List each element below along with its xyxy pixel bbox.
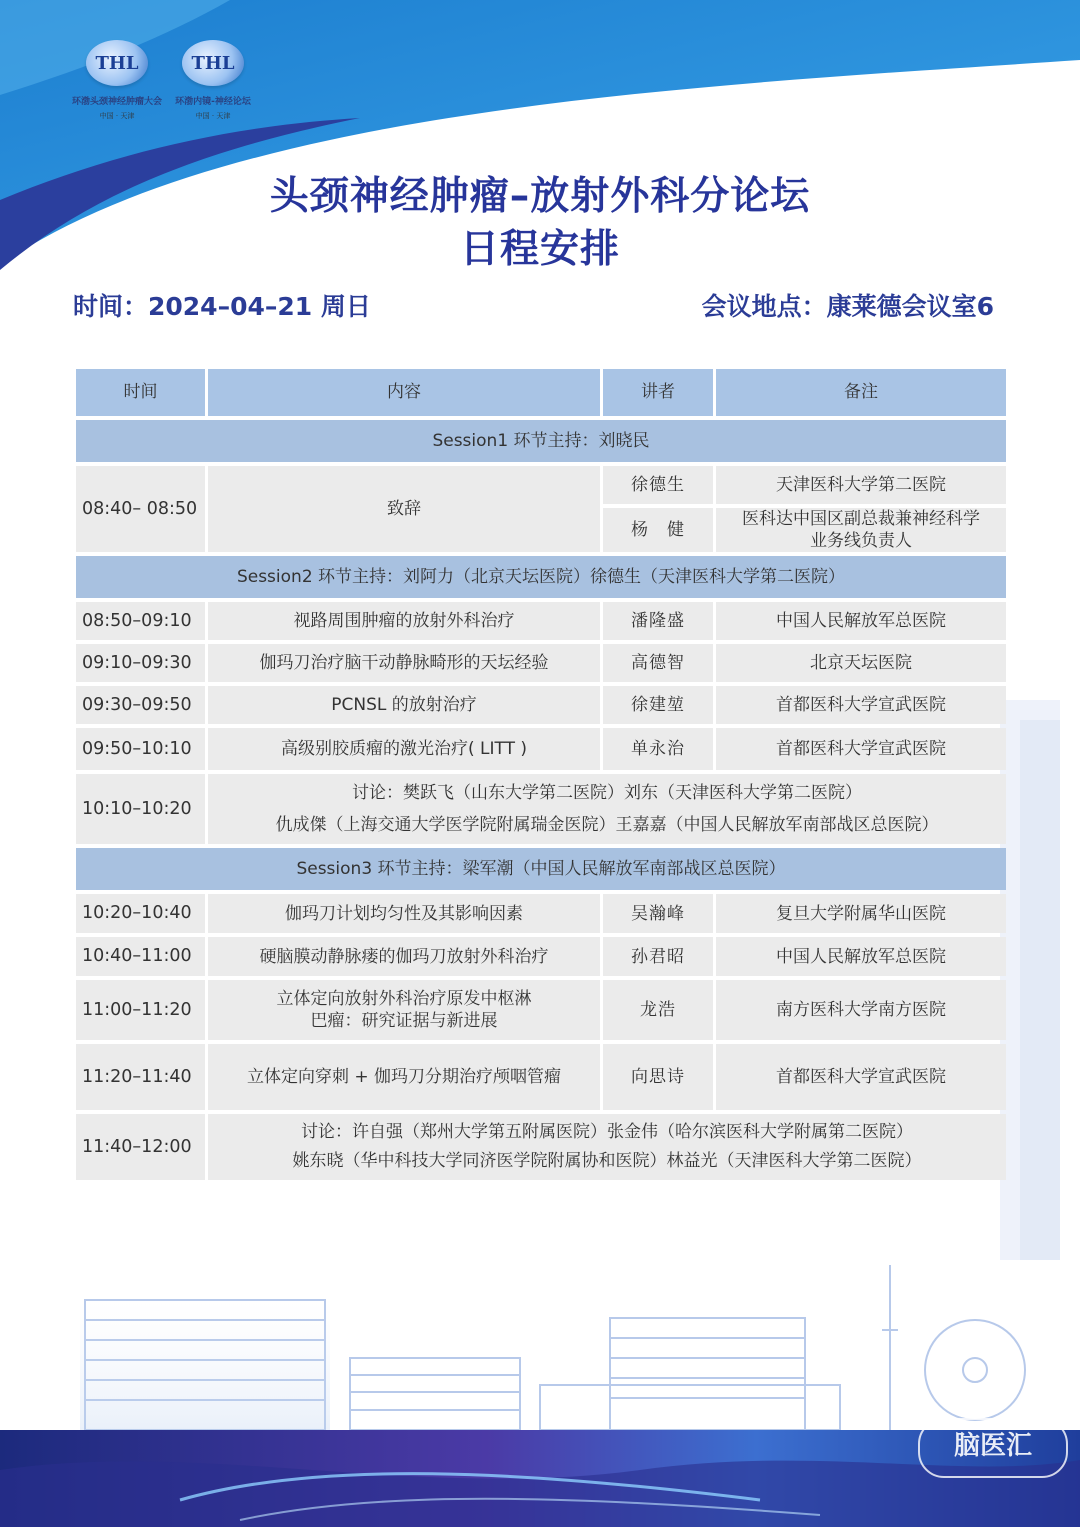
discussion-cell <box>208 1114 1006 1180</box>
table-row <box>76 1044 1006 1110</box>
speaker-cell: 高德智 <box>603 644 713 682</box>
table-header-row <box>76 369 1006 416</box>
time-cell: 09:30–09:50 <box>76 686 205 724</box>
note-cell: 北京天坛医院 <box>716 644 1006 682</box>
time-cell: 11:40–12:00 <box>76 1114 205 1180</box>
discussion-row <box>76 774 1006 844</box>
header-notes: 备注 <box>716 369 1006 416</box>
note-cell: 首都医科大学宣武医院 <box>716 1044 1006 1110</box>
logo-place: 中国 · 天津 <box>99 112 135 120</box>
thl-logo-mark: THL <box>182 40 244 86</box>
discussion-row <box>76 1114 1006 1180</box>
discussion-line: 讨论：许自强（郑州大学第五附属医院）张金伟（哈尔滨医科大学附属第二医院） <box>301 1122 913 1143</box>
session2-title: Session2 环节主持：刘阿力（北京天坛医院）徐德生（天津医科大学第二医院） <box>76 556 1006 598</box>
speaker-cell: 向思诗 <box>603 1044 713 1110</box>
discussion-cell <box>208 774 1006 844</box>
thl-logo-mark: THL <box>86 40 148 86</box>
note-cell: 首都医科大学宣武医院 <box>716 728 1006 770</box>
time-cell: 09:50–10:10 <box>76 728 205 770</box>
time-cell: 11:20–11:40 <box>76 1044 205 1110</box>
discussion-line: 姚东晓（华中科技大学同济医学院附属协和医院）林益光（天津医科大学第二医院） <box>292 1151 922 1172</box>
table-row <box>76 980 1006 1040</box>
session-row <box>76 556 1006 598</box>
header-content: 内容 <box>208 369 600 416</box>
speaker-cell: 杨 健 <box>603 508 713 552</box>
conference-logo-left <box>62 40 172 121</box>
header-speaker: 讲者 <box>603 369 713 416</box>
page-title: 头颈神经肿瘤–放射外科分论坛 <box>269 174 811 219</box>
conference-logo-right <box>158 40 268 121</box>
note-cell: 中国人民解放军总医院 <box>716 602 1006 640</box>
event-venue: 会议地点：康莱德会议室6 <box>701 292 994 321</box>
content-cell: PCNSL 的放射治疗 <box>208 686 600 724</box>
discussion-line: 仇成傑（上海交通大学医学院附属瑞金医院）王嘉嘉（中国人民解放军南部战区总医院） <box>275 815 939 836</box>
speaker-cell: 龙浩 <box>603 980 713 1040</box>
content-cell: 立体定向穿刺 + 伽玛刀分期治疗颅咽管瘤 <box>208 1044 600 1110</box>
speaker-cell: 徐德生 <box>603 466 713 504</box>
speaker-cell: 徐建堃 <box>603 686 713 724</box>
speaker-cell: 孙君昭 <box>603 937 713 976</box>
speaker-cell: 潘隆盛 <box>603 602 713 640</box>
table-row <box>76 937 1006 976</box>
time-cell: 10:20–10:40 <box>76 894 205 933</box>
logo-name: 环渤头颈神经肿瘤大会 <box>71 97 162 107</box>
content-cell: 致辞 <box>208 466 600 552</box>
content-cell: 硬脑膜动静脉瘘的伽玛刀放射外科治疗 <box>208 937 600 976</box>
speaker-cell: 单永治 <box>603 728 713 770</box>
table-row <box>76 894 1006 933</box>
session3-title: Session3 环节主持：梁军潮（中国人民解放军南部战区总医院） <box>76 848 1006 890</box>
header-time: 时间 <box>76 369 205 416</box>
content-cell: 立体定向放射外科治疗原发中枢淋巴瘤：研究证据与新进展 <box>208 980 600 1040</box>
table-row <box>76 602 1006 640</box>
table-row <box>76 644 1006 682</box>
session1-title: Session1 环节主持：刘晓民 <box>76 420 1006 462</box>
watermark-logo: 脑医汇 <box>918 1418 1068 1478</box>
agenda-table <box>73 365 1009 1184</box>
session-row <box>76 420 1006 462</box>
note-cell: 复旦大学附属华山医院 <box>716 894 1006 933</box>
content-cell: 伽玛刀计划均匀性及其影响因素 <box>208 894 600 933</box>
logo-place: 中国 · 天津 <box>195 112 231 120</box>
page-subtitle: 日程安排 <box>459 227 620 272</box>
session-row <box>76 848 1006 890</box>
content-cell: 伽玛刀治疗脑干动静脉畸形的天坛经验 <box>208 644 600 682</box>
time-cell: 10:40–11:00 <box>76 937 205 976</box>
note-cell: 南方医科大学南方医院 <box>716 980 1006 1040</box>
content-cell: 高级别胶质瘤的激光治疗( LITT ) <box>208 728 600 770</box>
event-date: 时间：2024–04–21 周日 <box>73 292 371 321</box>
time-cell: 08:40– 08:50 <box>76 466 205 552</box>
table-row <box>76 728 1006 770</box>
time-cell: 08:50–09:10 <box>76 602 205 640</box>
table-row <box>76 686 1006 724</box>
discussion-line: 讨论：樊跃飞（山东大学第二医院）刘东（天津医科大学第二医院） <box>352 782 862 803</box>
content-cell: 视路周围肿瘤的放射外科治疗 <box>208 602 600 640</box>
note-cell: 医科达中国区副总裁兼神经科学业务线负责人 <box>716 508 1006 552</box>
speaker-cell: 吴瀚峰 <box>603 894 713 933</box>
note-cell: 中国人民解放军总医院 <box>716 937 1006 976</box>
time-cell: 11:00–11:20 <box>76 980 205 1040</box>
note-cell: 天津医科大学第二医院 <box>716 466 1006 504</box>
time-cell: 09:10–09:30 <box>76 644 205 682</box>
table-row <box>76 466 1006 504</box>
logo-name: 环渤内镜-神经论坛 <box>175 97 251 107</box>
note-cell: 首都医科大学宣武医院 <box>716 686 1006 724</box>
time-cell: 10:10–10:20 <box>76 774 205 844</box>
